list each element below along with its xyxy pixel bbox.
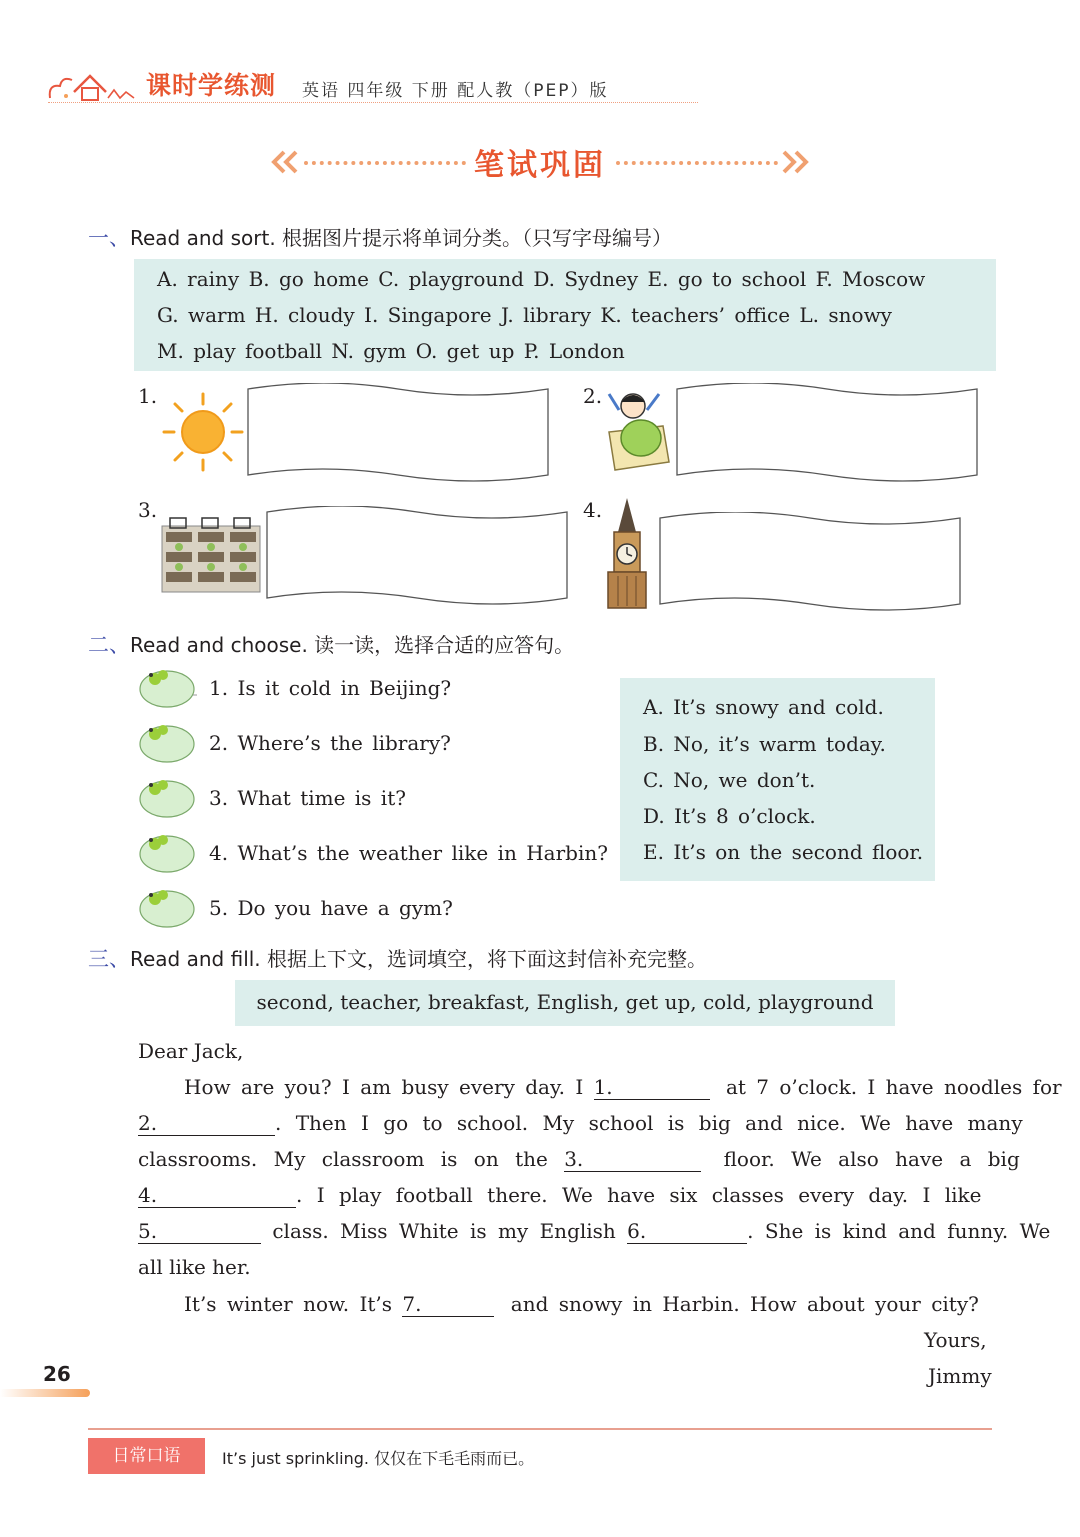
letter-line-2 (138, 1111, 1023, 1136)
q2-question: 4. What’s the weather like in Harbin? (209, 841, 608, 865)
banner-dots-right (616, 161, 778, 165)
letter-signature: Jimmy (928, 1364, 992, 1388)
blank-number: 3. (564, 1147, 584, 1171)
letter-line-4 (138, 1183, 982, 1208)
leaf-answer-slot-icon[interactable] (137, 885, 197, 929)
q3-word-list: second, teacher, breakfast, English, get up, cold, playground (256, 990, 874, 1014)
q2-question: 3. What time is it? (209, 786, 406, 810)
q2-answer-option: B. No, it’s warm today. (643, 732, 886, 756)
letter-text: It’s winter now. It’s (184, 1292, 393, 1316)
q1-heading (88, 222, 672, 252)
q1-number: 一、 (88, 226, 130, 250)
blank-6[interactable] (627, 1219, 747, 1244)
word-bank-row: G. warm H. cloudy I. Singapore J. library K. teachers’ office L. snowy (157, 303, 892, 327)
letter-line-1 (184, 1075, 1062, 1100)
sort-label-4: 4. (583, 498, 603, 522)
word-bank-row: A. rainy B. go home C. playground D. Sydney E. go to school F. Moscow (157, 267, 926, 291)
blank-number: 7. (402, 1292, 422, 1316)
letter-line-6: all like her. (138, 1255, 251, 1279)
blank-1[interactable] (594, 1075, 710, 1100)
book-subtitle: 英语 四年级 下册 配人教（PEP）版 (302, 81, 609, 101)
leaf-answer-slot-icon[interactable] (137, 830, 197, 874)
big-ben-icon (604, 496, 650, 610)
page-number-bar (0, 1389, 90, 1397)
section-title: 笔试巩固 (474, 148, 606, 183)
answer-flag-4[interactable] (658, 512, 964, 612)
letter-text: classrooms. My classroom is on the (138, 1147, 548, 1171)
answer-flag-3[interactable] (265, 506, 571, 606)
leaf-answer-slot-icon[interactable] (137, 665, 197, 709)
sort-label-2: 2. (583, 384, 603, 408)
blank-number: 2. (138, 1111, 158, 1135)
q3-word-bank (235, 980, 895, 1026)
letter-line-3 (138, 1147, 1020, 1172)
blank-number: 5. (138, 1219, 158, 1243)
q2-answer-option: D. It’s 8 o’clock. (643, 804, 816, 828)
letter-greeting: Dear Jack, (138, 1039, 244, 1063)
right-arrows-icon (780, 148, 810, 176)
q2-question: 1. Is it cold in Beijing? (209, 676, 452, 700)
classroom-desks-icon (160, 516, 262, 594)
letter-closing: Yours, (924, 1328, 987, 1352)
q1-word-bank (134, 259, 996, 371)
answer-flag-2[interactable] (675, 383, 981, 483)
answer-flag-1[interactable] (246, 383, 552, 483)
letter-text: . I play football there. We have six classes every day. I like (296, 1183, 982, 1207)
q2-question: 2. Where’s the library? (209, 731, 451, 755)
sun-icon (160, 390, 246, 474)
blank-7[interactable] (402, 1292, 494, 1317)
blank-3[interactable] (564, 1147, 701, 1172)
footer-phrase: It’s just sprinkling. 仅仅在下毛毛雨而已。 (222, 1449, 535, 1468)
blank-number: 1. (593, 1075, 613, 1099)
q2-answer-option: C. No, we don’t. (643, 768, 816, 792)
page-number: 26 (43, 1362, 71, 1386)
section-banner (270, 140, 810, 184)
footer-tag: 日常口语 (88, 1438, 205, 1474)
brand-title: 课时学练测 (146, 71, 277, 100)
child-in-bed-icon (603, 386, 673, 474)
letter-text: floor. We also have a big (723, 1147, 1020, 1171)
q2-title: Read and choose. 读一读，选择合适的应答句。 (130, 633, 575, 657)
q1-title: Read and sort. 根据图片提示将单词分类。（只写字母编号） (130, 226, 673, 250)
leaf-answer-slot-icon[interactable] (137, 720, 197, 764)
letter-text: class. Miss White is my English (272, 1219, 616, 1243)
blank-5[interactable] (138, 1219, 261, 1244)
letter-text: . Then I go to school. My school is big and nice. We have many (275, 1111, 1023, 1135)
header-divider (48, 102, 698, 103)
blank-number: 6. (627, 1219, 647, 1243)
letter-text: How are you? I am busy every day. I (184, 1075, 584, 1099)
q3-title: Read and fill. 根据上下文，选词填空，将下面这封信补充完整。 (130, 947, 708, 971)
letter-line-5 (138, 1219, 1050, 1244)
sort-label-3: 3. (138, 498, 158, 522)
q2-question: 5. Do you have a gym? (209, 896, 453, 920)
q2-number: 二、 (88, 633, 130, 657)
footer-divider (88, 1428, 992, 1430)
house-logo-icon (44, 62, 144, 106)
letter-text: . She is kind and funny. We (747, 1219, 1051, 1243)
q2-answer-box (620, 678, 935, 881)
q2-answer-option: A. It’s snowy and cold. (643, 695, 884, 719)
q3-number: 三、 (88, 947, 130, 971)
letter-text: and snowy in Harbin. How about your city? (510, 1292, 979, 1316)
q2-heading (88, 629, 574, 659)
sort-label-1: 1. (138, 384, 158, 408)
word-bank-row: M. play football N. gym O. get up P. London (157, 339, 625, 363)
blank-2[interactable] (138, 1111, 275, 1136)
letter-text: at 7 o’clock. I have noodles for (725, 1075, 1062, 1099)
blank-number: 4. (138, 1183, 158, 1207)
page-header (40, 58, 700, 108)
leaf-answer-slot-icon[interactable] (137, 775, 197, 819)
q3-heading (88, 943, 707, 973)
blank-4[interactable] (138, 1183, 296, 1208)
letter-line-7 (184, 1292, 979, 1317)
q2-answer-option: E. It’s on the second floor. (643, 840, 924, 864)
